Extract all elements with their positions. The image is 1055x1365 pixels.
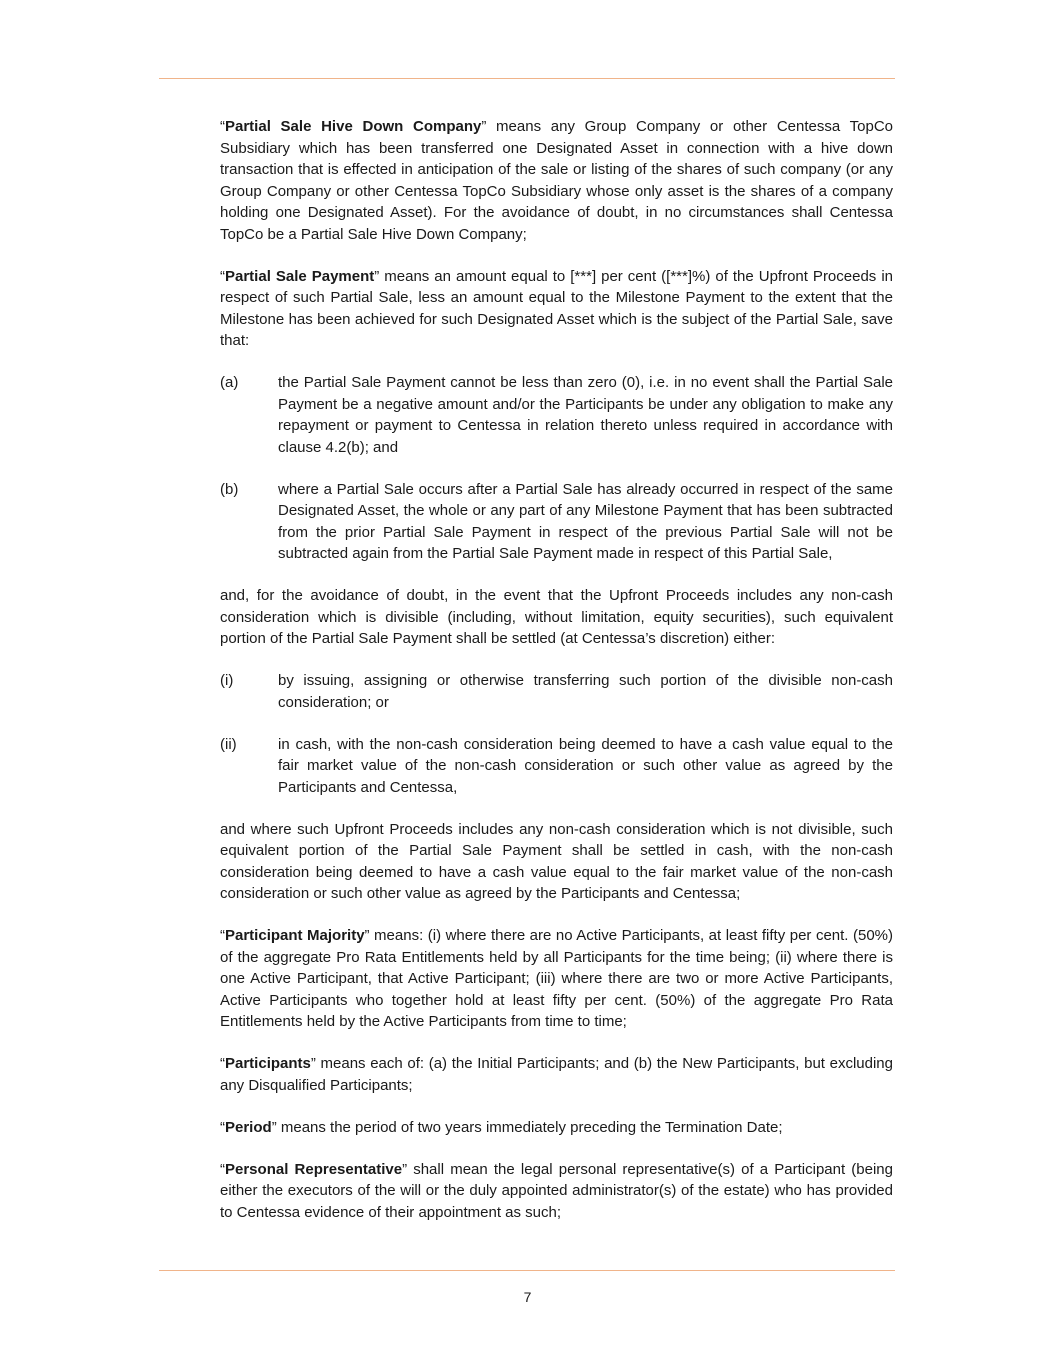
defined-term: Participant Majority xyxy=(225,927,365,944)
footer-rule xyxy=(159,1270,895,1271)
defined-term: Personal Representative xyxy=(225,1160,403,1178)
continuation-paragraph: and where such Upfront Proceeds includes any non-cash consideration which is not divisible, such equivalent portion of the Partial Sale Payment shall be settled in cash, with the non-cash consideration being deemed to have a cash value equal to the fair market value of the non-cash consideration or such other value as agreed by the Participants and Centessa; xyxy=(220,820,893,902)
list-item-text: the Partial Sale Payment cannot be less than zero (0), i.e. in no event shall the Partial Sale Payment be a negative amount and/or the Participants be under any obligation to make any repayment or payment to Centessa in relation thereto unless required in accordance with clause 4.2(b); and xyxy=(278,374,893,456)
list-item-label: (ii) xyxy=(220,735,237,753)
list-item-label: (i) xyxy=(220,672,234,689)
list-item-text: where a Partial Sale occurs after a Partial Sale has already occurred in respect of the same Designated Asset, the whole or any part of any Milestone Payment that has been subtracted from the prior Partial Sale Payment in respect of the previous Partial Sale will not be subtracted again from the Partial Sale Payment made in respect of this Partial Sale, xyxy=(278,480,893,562)
list-item-text: by issuing, assigning or otherwise transferring such portion of the divisible non-cash consideration; or xyxy=(278,672,893,711)
definition-participants: “Participants” means each of: (a) the Initial Participants; and (b) the New Participants, but excluding any Disqualified Participants; xyxy=(220,1055,893,1094)
definition-partial-sale-hive-down-company: “Partial Sale Hive Down Company” means any Group Company or other Centessa TopCo Subsidiary which has been transferred one Designated Asset in connection with a hive down transaction that is effected in anticipation of the sale or listing of the shares of such company (or any Group Company or other Centessa TopCo Subsidiary whose only asset is the shares of a company holding one Designated Asset). For the avoidance of doubt, in no circumstances shall Centessa TopCo be a Partial Sale Hive Down Company; xyxy=(220,118,893,243)
continuation-paragraph: and, for the avoidance of doubt, in the event that the Upfront Proceeds includes any non-cash consideration which is divisible (including, without limitation, equity securities), such equivalent portion of the Partial Sale Payment shall be settled (at Centessa’s discretion) either: xyxy=(220,587,893,647)
list-item-label: (a) xyxy=(220,374,239,391)
definition-text: ” means the period of two years immediately preceding the Termination Date; xyxy=(271,1118,783,1136)
defined-term: Partial Sale Payment xyxy=(225,267,375,285)
list-item-label: (b) xyxy=(220,480,239,498)
defined-term: Partial Sale Hive Down Company xyxy=(225,118,482,135)
list-item-a xyxy=(220,372,893,458)
definition-text: ” means an amount equal to [***] per cent ([***]%) of the Upfront Proceeds in respect of such Partial Sale, less an amount equal to the Milestone Payment to the extent that the Milestone has been achieved for such Designated Asset which is the subject of the Partial Sale, save that: xyxy=(220,267,893,349)
definition-partial-sale-payment: “Partial Sale Payment” means an amount equal to [***] per cent ([***]%) of the Upfront Proceeds in respect of such Partial Sale, less an amount equal to the Milestone Payment to the extent that the Milestone has been achieved for such Designated Asset which is the subject of the Partial Sale, save that: xyxy=(220,267,893,349)
list-item-ii xyxy=(220,734,893,799)
defined-term: Period xyxy=(225,1118,272,1136)
definition-period: “Period” means the period of two years immediately preceding the Termination Date; xyxy=(220,1118,783,1136)
definition-personal-representative: “Personal Representative” shall mean the legal personal representative(s) of a Participant (being either the executors of the will or the duly appointed administrator(s) of the estate) who has provided to Centessa evidence of their appointment as such; xyxy=(220,1160,893,1221)
document-body xyxy=(220,116,893,1244)
definition-text: ” means: (i) where there are no Active Participants, at least fifty per cent. (50%) of the aggregate Pro Rata Entitlements held by all Participants for the time being; (ii) where there is one Active Participant, that Active Participant; (iii) where there are two or more Active Participants, Active Participants who together hold at least fifty per cent. (50%) of the aggregate Pro Rata Entitlements held by the Active Participants from time to time; xyxy=(220,927,893,1030)
definition-text: ” shall mean the legal personal representative(s) of a Participant (being either the executors of the will or the duly appointed administrator(s) of the estate) who has provided to Centessa evidence of their appointment as such; xyxy=(220,1160,893,1221)
page-number: 7 xyxy=(523,1289,532,1305)
defined-term: Participants xyxy=(225,1055,311,1072)
definition-text: ” means any Group Company or other Centessa TopCo Subsidiary which has been transferred one Designated Asset in connection with a hive down transaction that is effected in anticipation of the sale or listing of the shares of such company (or any Group Company or other Centessa TopCo Subsidiary whose only asset is the shares of a company holding one Designated Asset). For the avoidance of doubt, in no circumstances shall Centessa TopCo be a Partial Sale Hive Down Company; xyxy=(220,118,893,243)
header-rule xyxy=(159,78,895,79)
definition-text: ” means each of: (a) the Initial Participants; and (b) the New Participants, but excluding any Disqualified Participants; xyxy=(220,1055,893,1094)
definition-participant-majority: “Participant Majority” means: (i) where there are no Active Participants, at least fifty per cent. (50%) of the aggregate Pro Rata Entitlements held by all Participants for the time being; (ii) where there is one Active Participant, that Active Participant; (iii) where there are two or more Active Participants, Active Participants who together hold at least fifty per cent. (50%) of the aggregate Pro Rata Entitlements held by the Active Participants from time to time; xyxy=(220,927,893,1030)
list-item-b xyxy=(220,479,893,565)
list-item-text: in cash, with the non-cash consideration being deemed to have a cash value equal to the fair market value of the non-cash consideration or such other value as agreed by the Participants and Centessa, xyxy=(278,735,893,796)
list-item-i xyxy=(220,670,893,713)
